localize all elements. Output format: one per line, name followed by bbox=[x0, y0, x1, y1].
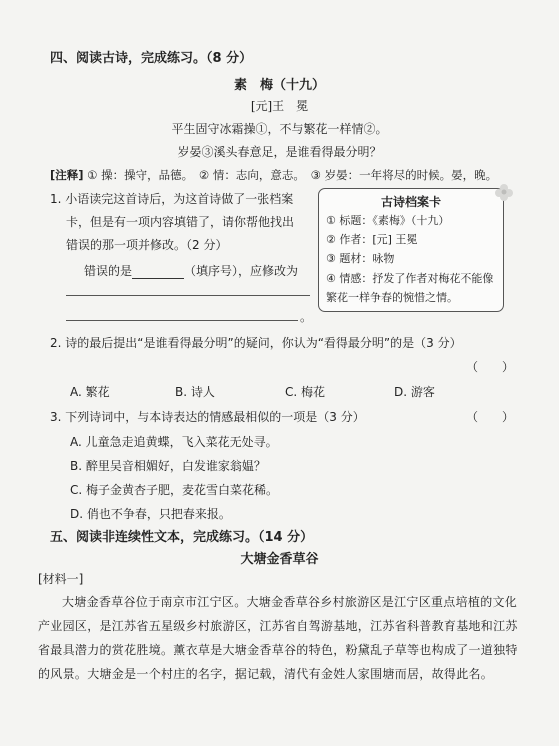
q2-option-b[interactable]: B. 诗人 bbox=[175, 385, 215, 399]
q1-answer-rule-1[interactable] bbox=[66, 295, 310, 296]
q2-answer-bracket[interactable]: （ ） bbox=[466, 360, 515, 374]
material-one-paragraph: 大塘金香草谷位于南京市江宁区。大塘金香草谷乡村旅游区是江宁区重点培植的文化产业园区，是江苏省五星级乡村旅游区，江苏省自驾游基地，江苏省科普教育基地和江苏省最具潜力的赏花胜境。薰衣草是大塘金香草谷的特色，粉黛乱子草等也构成了一道独特的风景。大塘金是一个村庄的名字，据记载，清代有金姓人家围塘而居，故得此名。 bbox=[38, 595, 518, 681]
notes-text: ① 操：操守，品德。 ② 情：志向，意志。 ③ 岁晏：一年将尽的时候。晏，晚。 bbox=[87, 168, 498, 182]
q2-option-a[interactable]: A. 繁花 bbox=[70, 385, 110, 399]
q1-answer-prefix: 错误的是 bbox=[84, 264, 133, 278]
notes-label: [注释] bbox=[50, 168, 84, 182]
poem-author: [元]王 冕 bbox=[250, 99, 309, 113]
q3-option-c[interactable]: C. 梅子金黄杏子肥，麦花雪白菜花稀。 bbox=[70, 483, 279, 497]
q3-option-d[interactable]: D. 俏也不争春，只把春来报。 bbox=[70, 507, 231, 521]
poem-archive-card bbox=[318, 188, 504, 312]
section4-title: 四、阅读古诗，完成练习。（8 分） bbox=[50, 51, 253, 66]
card-item-emotion-1: ④ 情感：抒发了作者对梅花不能像 bbox=[326, 272, 494, 285]
card-item-theme: ③ 题材：咏物 bbox=[326, 252, 395, 265]
poem-line-1: 平生固守冰霜操①，不与繁花一样情②。 bbox=[171, 122, 388, 136]
q3-answer-bracket[interactable]: （ ） bbox=[466, 410, 515, 424]
q2-option-c[interactable]: C. 梅花 bbox=[285, 385, 326, 399]
poem-line-2: 岁晏③溪头春意足，是谁看得最分明？ bbox=[177, 145, 382, 159]
q2-option-d[interactable]: D. 游客 bbox=[394, 385, 435, 399]
q1-line-2: 卡，但是有一项内容填错了，请你帮他找出 bbox=[66, 215, 295, 229]
q1-answer-mid: （填序号），应修改为 bbox=[184, 264, 299, 278]
material-one-label: [材料一] bbox=[38, 572, 84, 586]
q1-answer-line bbox=[84, 262, 298, 279]
q2-stem: 2. 诗的最后提出“是谁看得最分明”的疑问，你认为“看得最分明”的是（3 分） bbox=[50, 336, 462, 350]
q3-stem: 3. 下列诗词中，与本诗表达的情感最相似的一项是（3 分） bbox=[50, 410, 365, 424]
section5-title: 五、阅读非连续性文本，完成练习。（14 分） bbox=[50, 530, 314, 545]
poem-title: 素 梅（十九） bbox=[233, 78, 325, 93]
q1-number-blank[interactable] bbox=[132, 266, 184, 279]
article-title: 大塘金香草谷 bbox=[240, 552, 319, 567]
card-item-emotion-2: 繁花一样争春的惋惜之情。 bbox=[326, 291, 458, 304]
q1-line-3: 错误的那一项并修改。（2 分） bbox=[66, 238, 228, 252]
q1-line-1: 1. 小语读完这首诗后，为这首诗做了一张档案 bbox=[50, 192, 294, 206]
q3-option-b[interactable]: B. 醉里吴音相媚好，白发谁家翁媪？ bbox=[70, 459, 266, 473]
card-title: 古诗档案卡 bbox=[380, 195, 441, 209]
q3-option-a[interactable]: A. 儿童急走追黄蝶，飞入菜花无处寻。 bbox=[70, 435, 278, 449]
card-item-author: ② 作者：[元] 王冕 bbox=[326, 233, 418, 246]
flower-decoration-icon bbox=[492, 180, 516, 204]
q1-answer-rule-2[interactable] bbox=[66, 320, 298, 321]
card-item-title: ① 标题：《素梅》（十九） bbox=[326, 214, 450, 227]
notes bbox=[50, 167, 497, 183]
q1-answer-end: 。 bbox=[300, 310, 313, 324]
